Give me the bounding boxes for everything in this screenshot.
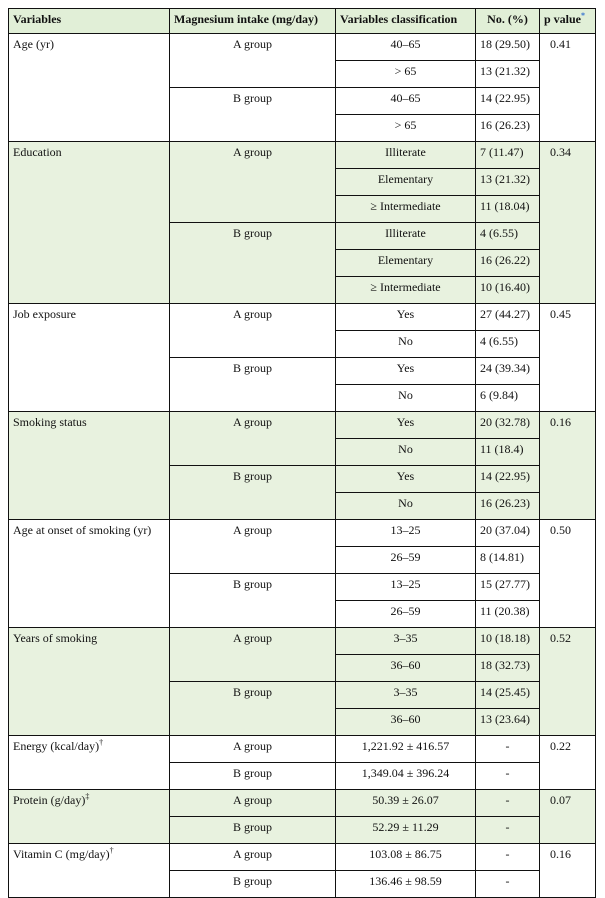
pvalue-cell: 0.16 bbox=[540, 844, 596, 898]
variable-label: Protein (g/day) bbox=[13, 793, 86, 807]
group-cell: A group bbox=[170, 520, 336, 574]
table-row bbox=[9, 520, 596, 547]
count-cell: 8 (14.81) bbox=[476, 547, 540, 574]
count-cell: 20 (32.78) bbox=[476, 412, 540, 439]
count-cell: - bbox=[476, 817, 540, 844]
group-cell: A group bbox=[170, 844, 336, 871]
header-variables: Variables bbox=[9, 9, 170, 34]
count-cell: 10 (16.40) bbox=[476, 277, 540, 304]
count-cell: 14 (22.95) bbox=[476, 88, 540, 115]
header-pvalue bbox=[540, 9, 596, 34]
classification-cell: 26–59 bbox=[336, 601, 476, 628]
classification-cell: Illiterate bbox=[336, 223, 476, 250]
pvalue-cell: 0.50 bbox=[540, 520, 596, 628]
classification-cell: 52.29 ± 11.29 bbox=[336, 817, 476, 844]
pvalue-cell: 0.16 bbox=[540, 412, 596, 520]
table-row bbox=[9, 844, 596, 871]
count-cell: 13 (21.32) bbox=[476, 61, 540, 88]
data-table bbox=[8, 8, 596, 898]
count-cell: 16 (26.22) bbox=[476, 250, 540, 277]
count-cell: 4 (6.55) bbox=[476, 223, 540, 250]
variable-cell bbox=[9, 790, 170, 844]
group-cell: A group bbox=[170, 142, 336, 223]
count-cell: - bbox=[476, 790, 540, 817]
count-cell: - bbox=[476, 844, 540, 871]
variable-cell bbox=[9, 304, 170, 412]
pvalue-cell: 0.41 bbox=[540, 34, 596, 142]
table-row bbox=[9, 142, 596, 169]
table-row bbox=[9, 790, 596, 817]
variable-cell bbox=[9, 34, 170, 142]
header-row bbox=[9, 9, 596, 34]
variable-cell bbox=[9, 736, 170, 790]
variable-cell bbox=[9, 844, 170, 898]
group-cell: B group bbox=[170, 358, 336, 412]
variable-label: Energy (kcal/day) bbox=[13, 739, 100, 753]
classification-cell: No bbox=[336, 385, 476, 412]
classification-cell: > 65 bbox=[336, 61, 476, 88]
group-cell: A group bbox=[170, 412, 336, 466]
classification-cell: 26–59 bbox=[336, 547, 476, 574]
variable-label: Education bbox=[13, 145, 62, 159]
count-cell: 13 (23.64) bbox=[476, 709, 540, 736]
count-cell: 13 (21.32) bbox=[476, 169, 540, 196]
group-cell: B group bbox=[170, 223, 336, 304]
classification-cell: No bbox=[336, 493, 476, 520]
count-cell: 6 (9.84) bbox=[476, 385, 540, 412]
classification-cell: 136.46 ± 98.59 bbox=[336, 871, 476, 898]
header-classification: Variables classification bbox=[336, 9, 476, 34]
classification-cell: Yes bbox=[336, 358, 476, 385]
table-row bbox=[9, 304, 596, 331]
count-cell: 4 (6.55) bbox=[476, 331, 540, 358]
group-cell: B group bbox=[170, 466, 336, 520]
count-cell: - bbox=[476, 763, 540, 790]
classification-cell: Illiterate bbox=[336, 142, 476, 169]
group-cell: B group bbox=[170, 763, 336, 790]
group-cell: A group bbox=[170, 628, 336, 682]
footnote-mark: † bbox=[109, 846, 114, 855]
count-cell: 27 (44.27) bbox=[476, 304, 540, 331]
header-count: No. (%) bbox=[476, 9, 540, 34]
classification-cell: 3–35 bbox=[336, 682, 476, 709]
classification-cell: 40–65 bbox=[336, 34, 476, 61]
classification-cell: 40–65 bbox=[336, 88, 476, 115]
count-cell: 16 (26.23) bbox=[476, 493, 540, 520]
table-body bbox=[9, 34, 596, 898]
table-row bbox=[9, 736, 596, 763]
count-cell: - bbox=[476, 736, 540, 763]
pvalue-cell: 0.34 bbox=[540, 142, 596, 304]
group-cell: B group bbox=[170, 88, 336, 142]
variable-label: Age at onset of smoking (yr) bbox=[13, 523, 152, 537]
variable-cell bbox=[9, 520, 170, 628]
classification-cell: Elementary bbox=[336, 169, 476, 196]
classification-cell: 1,349.04 ± 396.24 bbox=[336, 763, 476, 790]
classification-cell: 36–60 bbox=[336, 709, 476, 736]
count-cell: 18 (29.50) bbox=[476, 34, 540, 61]
count-cell: 14 (25.45) bbox=[476, 682, 540, 709]
classification-cell: ≥ Intermediate bbox=[336, 277, 476, 304]
classification-cell: 36–60 bbox=[336, 655, 476, 682]
pvalue-cell: 0.07 bbox=[540, 790, 596, 844]
group-cell: B group bbox=[170, 871, 336, 898]
count-cell: 11 (20.38) bbox=[476, 601, 540, 628]
group-cell: A group bbox=[170, 34, 336, 88]
pvalue-cell: 0.45 bbox=[540, 304, 596, 412]
count-cell: 11 (18.04) bbox=[476, 196, 540, 223]
header-mg-intake: Magnesium intake (mg/day) bbox=[170, 9, 336, 34]
group-cell: B group bbox=[170, 574, 336, 628]
variable-label: Age (yr) bbox=[13, 37, 54, 51]
footnote-mark: ‡ bbox=[85, 792, 90, 801]
classification-cell: Elementary bbox=[336, 250, 476, 277]
classification-cell: ≥ Intermediate bbox=[336, 196, 476, 223]
variable-cell bbox=[9, 412, 170, 520]
footnote-mark: † bbox=[99, 738, 104, 747]
count-cell: 18 (32.73) bbox=[476, 655, 540, 682]
count-cell: 15 (27.77) bbox=[476, 574, 540, 601]
classification-cell: > 65 bbox=[336, 115, 476, 142]
pvalue-cell: 0.52 bbox=[540, 628, 596, 736]
variable-cell bbox=[9, 142, 170, 304]
variable-label: Smoking status bbox=[13, 415, 87, 429]
group-cell: A group bbox=[170, 736, 336, 763]
group-cell: A group bbox=[170, 304, 336, 358]
count-cell: 24 (39.34) bbox=[476, 358, 540, 385]
classification-cell: Yes bbox=[336, 412, 476, 439]
classification-cell: 1,221.92 ± 416.57 bbox=[336, 736, 476, 763]
header-pvalue-label: p value bbox=[544, 12, 582, 26]
count-cell: - bbox=[476, 871, 540, 898]
variable-cell bbox=[9, 628, 170, 736]
classification-cell: 13–25 bbox=[336, 520, 476, 547]
group-cell: B group bbox=[170, 817, 336, 844]
count-cell: 11 (18.4) bbox=[476, 439, 540, 466]
classification-cell: No bbox=[336, 331, 476, 358]
group-cell: A group bbox=[170, 790, 336, 817]
classification-cell: 50.39 ± 26.07 bbox=[336, 790, 476, 817]
table-header bbox=[9, 9, 596, 34]
classification-cell: No bbox=[336, 439, 476, 466]
classification-cell: 103.08 ± 86.75 bbox=[336, 844, 476, 871]
count-cell: 10 (18.18) bbox=[476, 628, 540, 655]
count-cell: 7 (11.47) bbox=[476, 142, 540, 169]
variable-label: Vitamin C (mg/day) bbox=[13, 847, 110, 861]
table-row bbox=[9, 34, 596, 61]
count-cell: 14 (22.95) bbox=[476, 466, 540, 493]
table-row bbox=[9, 412, 596, 439]
classification-cell: Yes bbox=[336, 466, 476, 493]
pvalue-cell: 0.22 bbox=[540, 736, 596, 790]
count-cell: 16 (26.23) bbox=[476, 115, 540, 142]
classification-cell: Yes bbox=[336, 304, 476, 331]
variable-label: Job exposure bbox=[13, 307, 76, 321]
classification-cell: 13–25 bbox=[336, 574, 476, 601]
variable-label: Years of smoking bbox=[13, 631, 98, 645]
table-row bbox=[9, 628, 596, 655]
header-pvalue-mark: * bbox=[581, 11, 586, 20]
classification-cell: 3–35 bbox=[336, 628, 476, 655]
group-cell: B group bbox=[170, 682, 336, 736]
count-cell: 20 (37.04) bbox=[476, 520, 540, 547]
